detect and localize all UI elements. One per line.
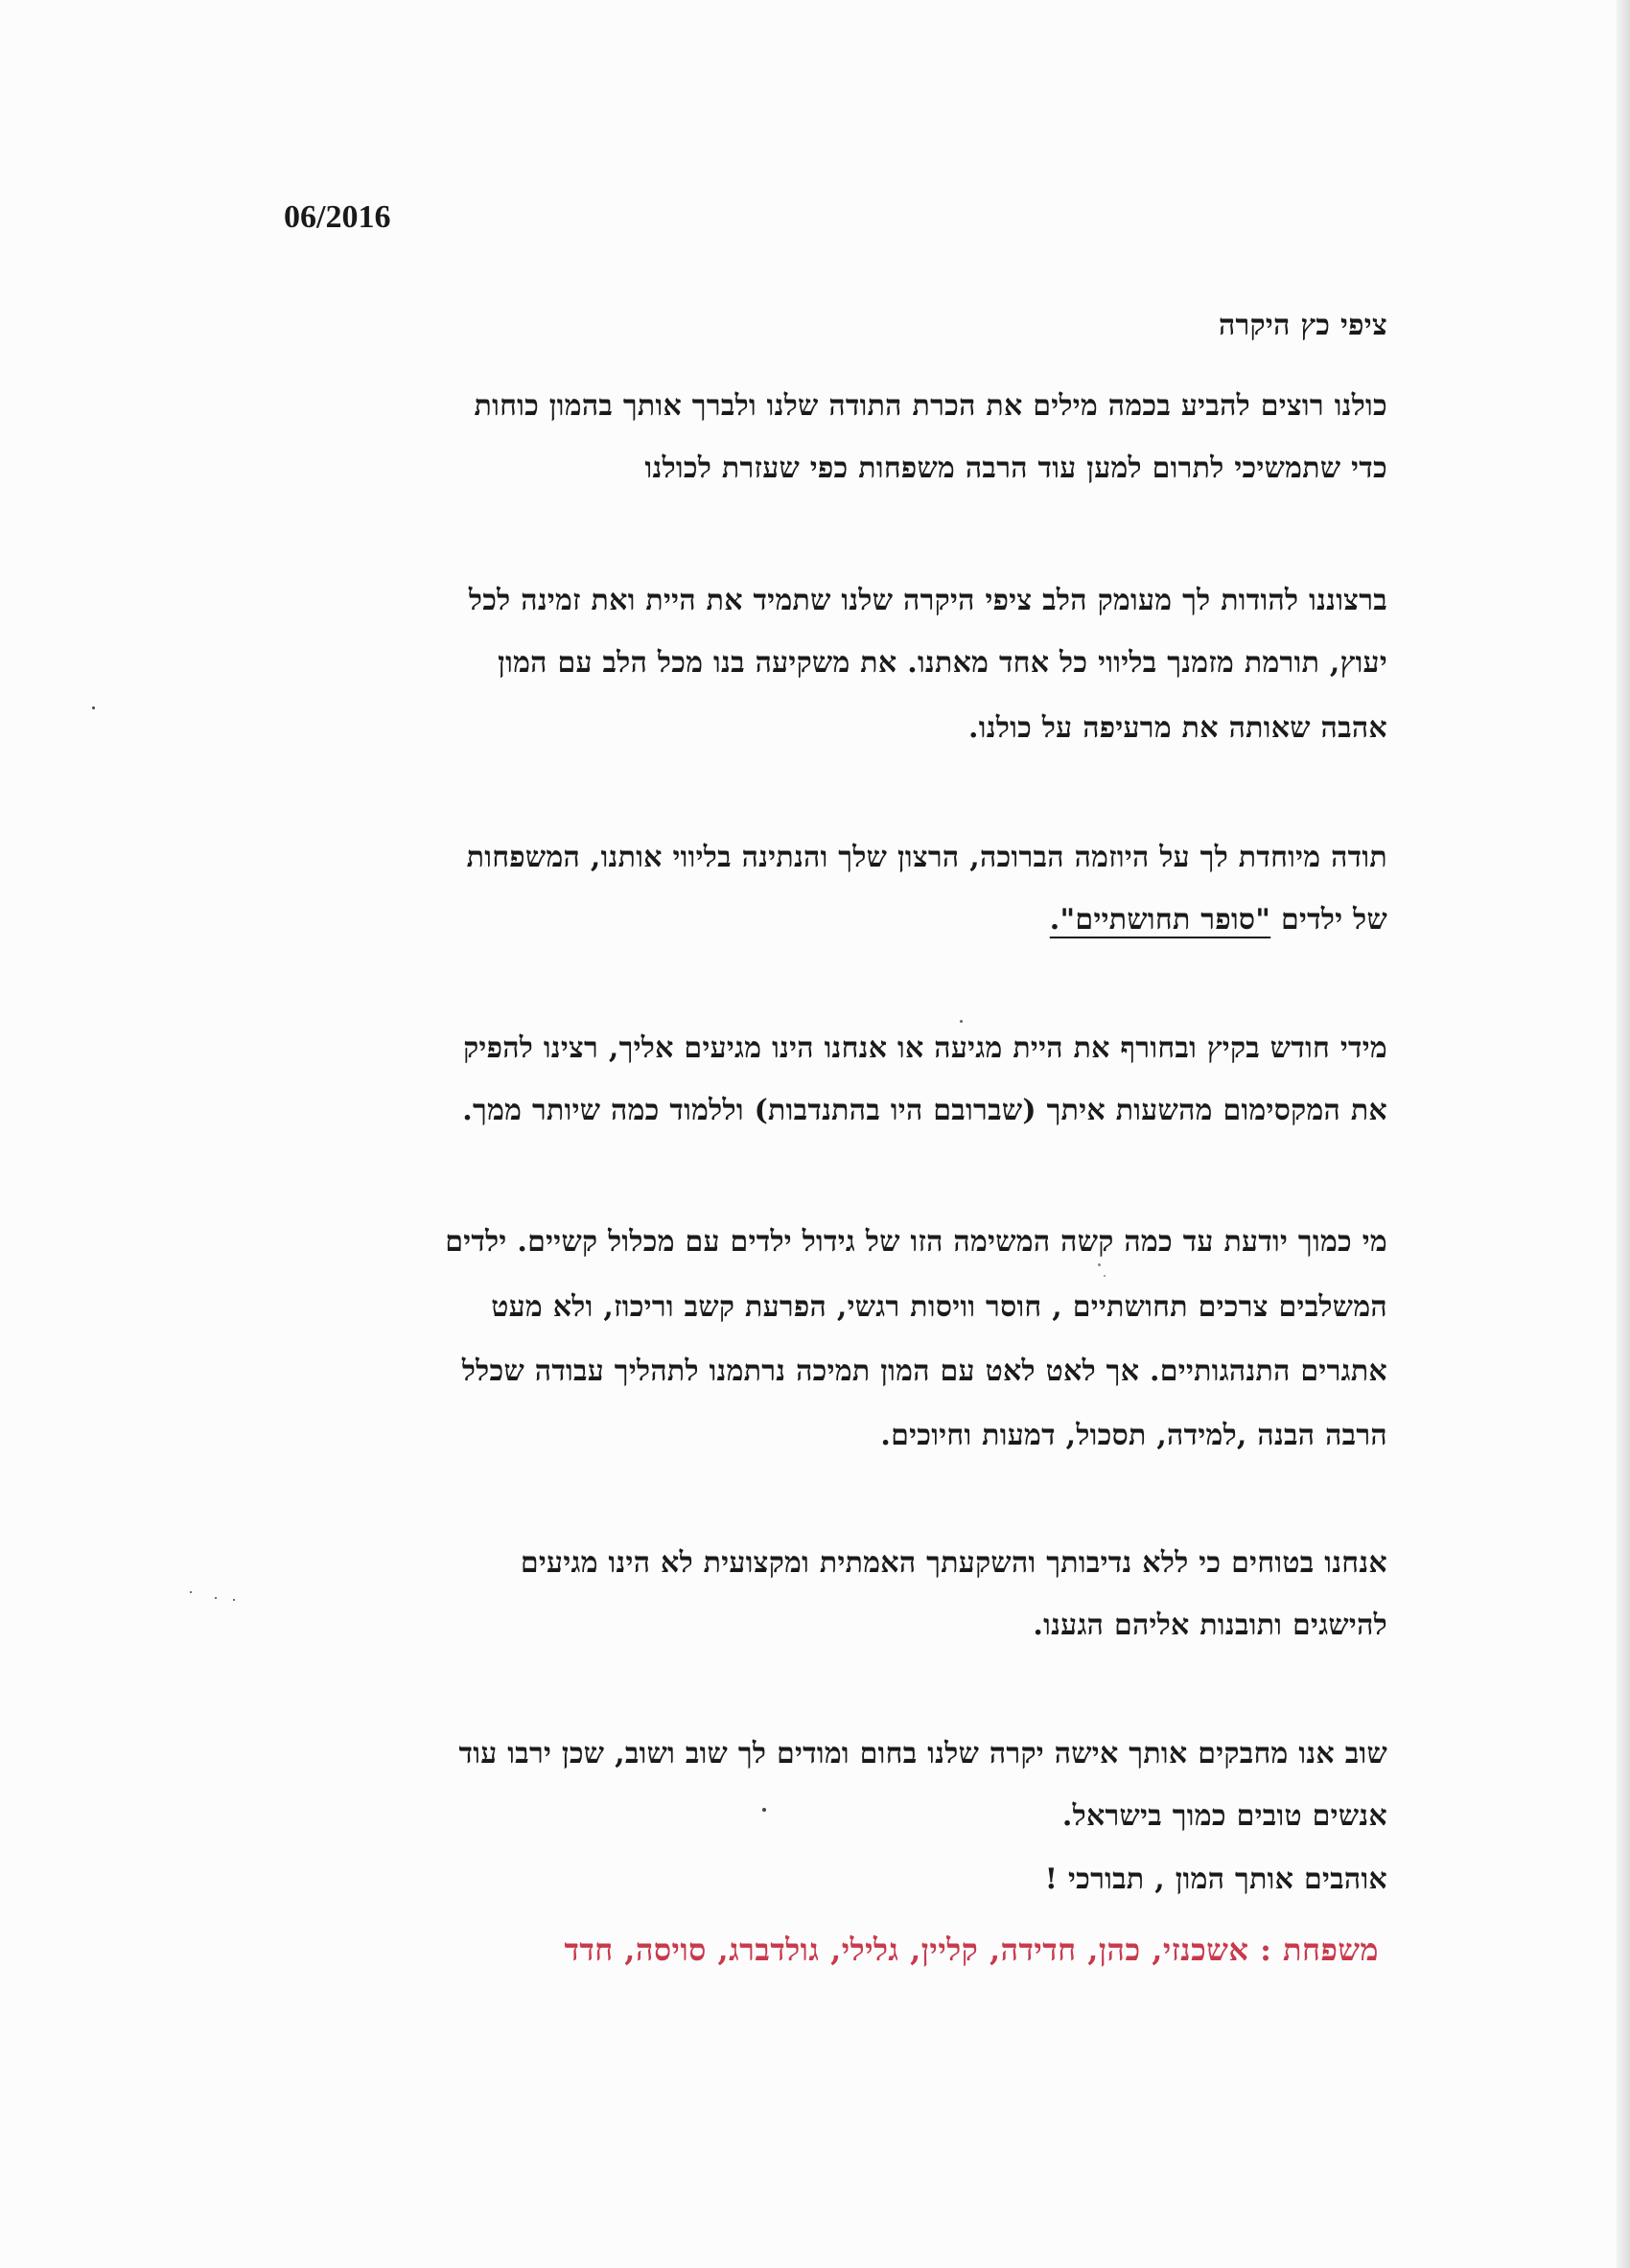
- paragraph-3-line-1: תודה מיוחדת לך על היוזמה הברוכה, הרצון שלך והנתינה בליווי אותנו, המשפחות: [466, 841, 1387, 874]
- scan-edge-shadow: [1617, 0, 1630, 2268]
- scan-speck: [233, 1599, 235, 1601]
- paragraph-1-line-1: כולנו רוצים להביע בכמה מילים את הכרת התודה שלנו ולברך אותך בהמון כוחות: [474, 389, 1387, 423]
- scan-speck: [960, 1020, 963, 1023]
- paragraph-3-line-2: [1050, 901, 1387, 939]
- paragraph-2-line-1: ברצוננו להודות לך מעומק הלב ציפי היקרה שלנו שתמיד את היית ואת זמינה לכל: [468, 584, 1387, 617]
- scan-speck: [762, 1808, 766, 1812]
- scan-speck: [190, 1591, 192, 1593]
- paragraph-7-line-2: אנשים טובים כמוך בישראל.: [1061, 1799, 1387, 1833]
- families-signature: משפחת : אשכנזי, כהן, חדידה, קליין, גלילי, גולדברג, סויסה, חדד: [564, 1932, 1379, 1968]
- paragraph-6-line-1: אנחנו בטוחים כי ללא נדיבותך והשקעתך האמתית ומקצועית לא הינו מגיעים: [520, 1546, 1387, 1580]
- scan-speck: [1104, 1275, 1106, 1277]
- paragraph-2-line-3: אהבה שאותה את מרעיפה על כולנו.: [968, 711, 1387, 745]
- greeting: ציפי כץ היקרה: [1218, 309, 1387, 342]
- scan-speck: [1098, 1263, 1101, 1266]
- program-line-prefix: של ילדים: [1270, 903, 1387, 937]
- paragraph-5-line-2: המשלבים צרכים תחושתיים , חוסר וויסות רגשי, הפרעת קשב וריכוז, ולא מעט: [491, 1290, 1387, 1324]
- paragraph-7-line-1: שוב אנו מחבקים אותך אישה יקרה שלנו בחום ומודים לך שוב ושוב, שכן ירבו עוד: [458, 1737, 1387, 1770]
- paragraph-7-line-3: אוהבים אותך המון , תבורכי !: [1044, 1863, 1387, 1896]
- paragraph-4-line-1: מידי חודש בקיץ ובחורף את היית מגיעה או אנחנו הינו מגיעים אליך, רצינו להפיק: [463, 1031, 1387, 1065]
- program-name: "סופר תחושתיים".: [1049, 903, 1271, 937]
- scan-speck: [92, 706, 95, 709]
- paragraph-5-line-1: מי כמוך יודעת עד כמה קשה המשימה הזו של גידול ילדים עם מכלול קשיים. ילדים: [445, 1225, 1387, 1259]
- paragraph-5-line-4: הרבה הבנה ,למידה, תסכול, דמעות וחיוכים.: [880, 1419, 1387, 1452]
- paragraph-6-line-2: להישגים ותובנות אליהם הגענו.: [1033, 1608, 1387, 1642]
- scan-speck: [215, 1597, 217, 1599]
- paragraph-2-line-2: יעוץ, תורמת מזמנך בליווי כל אחד מאתנו. את משקיעה בנו מכל הלב עם המון: [498, 646, 1387, 680]
- paragraph-1-line-2: כדי שתמשיכי לתרום למען עוד הרבה משפחות כפי שעזרת לכולנו: [644, 451, 1387, 485]
- letter-date: 06/2016: [284, 199, 391, 235]
- paragraph-4-line-2: את המקסימום מהשעות איתך (שברובם היו בהתנדבות) וללמוד כמה שיותר ממך.: [462, 1094, 1387, 1127]
- paragraph-5-line-3: אתגרים התנהגותיים. אך לאט לאט עם המון תמיכה נרתמנו לתהליך עבודה שכלל: [461, 1354, 1387, 1388]
